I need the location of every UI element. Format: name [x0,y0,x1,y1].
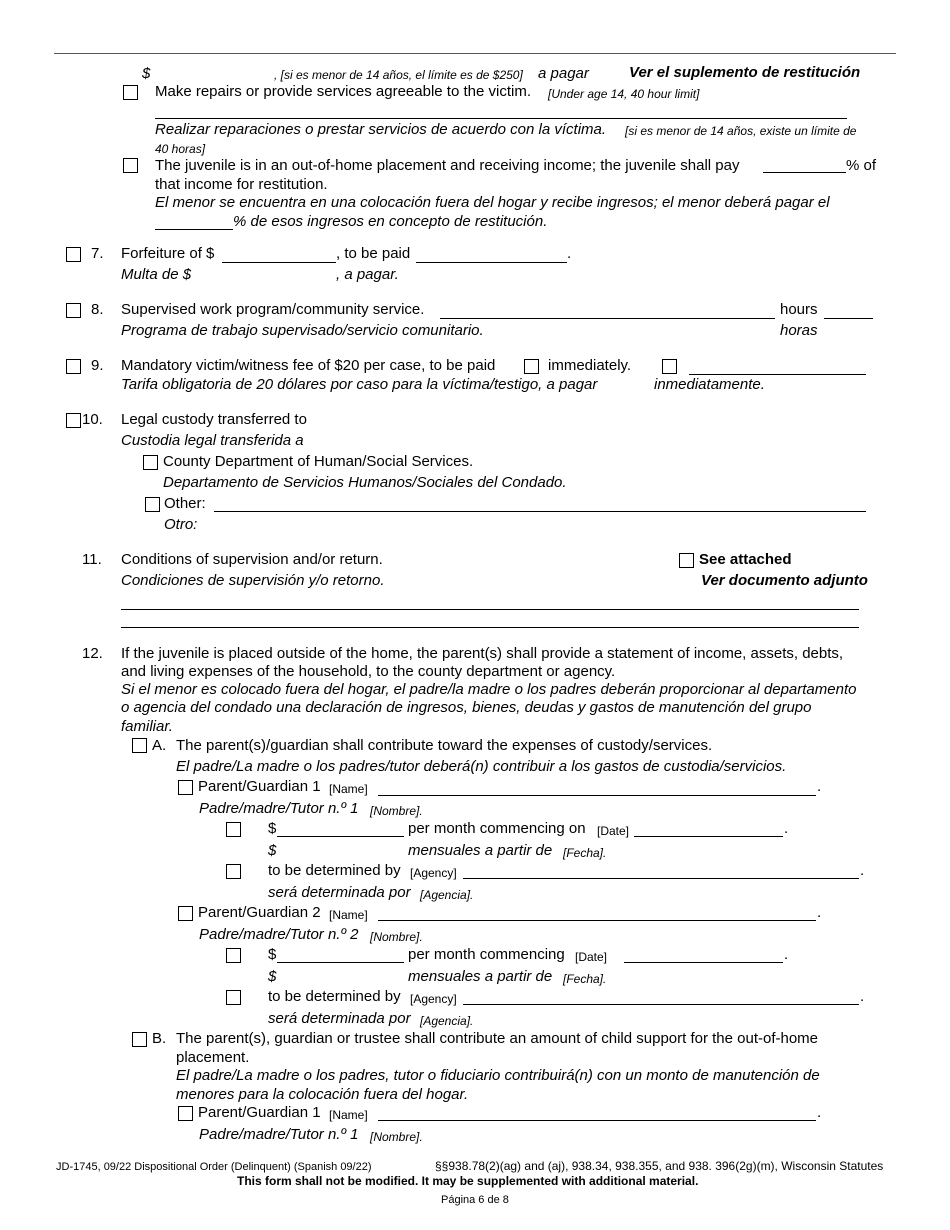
footer-form-id: JD-1745, 09/22 Dispositional Order (Delinquent) (Spanish 09/22) [56,1161,372,1173]
item12-es-1: Si el menor es colocado fuera del hogar, el padre/la madre o los padres deberán proporcionar al departamento [121,681,857,698]
ver-adjunto: Ver documento adjunto [701,572,868,589]
a-pg2-period: . [817,904,822,921]
other-date-checkbox[interactable] [662,359,677,374]
item8-en: Supervised work program/community service. [121,301,425,318]
a-pg1-agency-checkbox[interactable] [226,864,241,879]
county-dept-es: Departamento de Servicios Humanos/Sociales del Condado. [163,474,567,491]
item10-number: 10. [82,411,103,428]
item8-hours: hours [780,301,818,318]
footer-page-number: Página 6 de 8 [441,1194,509,1206]
item11-es: Condiciones de supervisión y/o retorno. [121,572,385,589]
repairs-limit-es-2: 40 horas] [155,142,206,156]
work-program-field[interactable] [440,318,775,319]
immediately-checkbox[interactable] [524,359,539,374]
a-pg2-agency-checkbox[interactable] [226,990,241,1005]
a-pg1-mensuales: mensuales a partir de [408,842,553,859]
item11-en: Conditions of supervision and/or return. [121,551,383,568]
repairs-checkbox[interactable] [123,85,138,100]
item11-number: 11. [82,551,102,568]
item12a-checkbox[interactable] [132,738,147,753]
item10-checkbox[interactable] [66,413,81,428]
item12b-es-1: El padre/La madre o los padres, tutor o fiduciario contribuirá(n) con un monto de manutención de [176,1067,820,1084]
item9-number: 9. [91,357,104,374]
item8-checkbox[interactable] [66,303,81,318]
a-pg1-date-field[interactable] [634,836,783,837]
conditions-line-2[interactable] [121,627,859,628]
repairs-blank-line[interactable] [155,118,847,119]
county-dept-en: County Department of Human/Social Services. [163,453,474,470]
item7-en-3: . [567,245,572,262]
item12a-en: The parent(s)/guardian shall contribute toward the expenses of custody/services. [176,737,713,754]
hours-field[interactable] [824,318,873,319]
a-pg2-en: Parent/Guardian 2 [198,904,321,921]
forfeiture-paid-field[interactable] [416,262,567,263]
item12b-es-2: menores para la colocación fuera del hogar. [176,1086,469,1103]
a-pg2-monthly-checkbox[interactable] [226,948,241,963]
a-pg2-agencia-tag: [Agencia]. [420,1014,474,1028]
a-pg1-agency-period: . [860,862,865,879]
a-pg1-date-period: . [784,820,789,837]
item10-en: Legal custody transferred to [121,411,307,428]
a-pg1-det-by: to be determined by [268,862,401,879]
repairs-limit-en: [Under age 14, 40 hour limit] [548,87,700,101]
item7-number: 7. [91,245,104,262]
item7-es-1: Multa de $ [121,266,192,283]
placement-income-checkbox[interactable] [123,158,138,173]
a-pg1-monthly-checkbox[interactable] [226,822,241,837]
placement-en-1: The juvenile is in an out-of-home placement and receiving income; the juvenile shall pay [155,157,740,174]
a-pg1-dollar: $ [268,820,277,837]
b-pg1-checkbox[interactable] [178,1106,193,1121]
a-pg1-es: Padre/madre/Tutor n.º 1 [199,800,359,817]
top-rule [54,53,896,54]
a-pg1-agency-field[interactable] [463,878,859,879]
a-pg2-agency-field[interactable] [463,1004,859,1005]
a-pg2-det-by: to be determined by [268,988,401,1005]
a-pg2-date-field[interactable] [624,962,783,963]
placement-percent-line-es[interactable] [155,229,233,230]
item10-es: Custodia legal transferida a [121,432,304,449]
a-pg1-agency-tag: [Agency] [410,866,457,880]
placement-en-pct: % of [846,157,877,174]
a-pg2-sera: será determinada por [268,1010,411,1027]
a-pg1-amount-field[interactable] [277,836,404,837]
restitution-a-pagar: a pagar [538,65,589,82]
a-pg2-agency-period: . [860,988,865,1005]
custody-other-checkbox[interactable] [145,497,160,512]
b-pg1-en: Parent/Guardian 1 [198,1104,321,1121]
item7-en-1: Forfeiture of $ [121,245,215,262]
repairs-en: Make repairs or provide services agreeable to the victim. [155,83,531,100]
a-pg1-nombre-tag: [Nombre]. [370,804,423,818]
a-pg2-date-period: . [784,946,789,963]
b-pg1-name-field[interactable] [378,1120,816,1121]
repairs-limit-es-1: [si es menor de 14 años, existe un límite de [625,124,857,138]
item7-checkbox[interactable] [66,247,81,262]
a-pg1-sera: será determinada por [268,884,411,901]
county-dept-checkbox[interactable] [143,455,158,470]
a-pg1-period: . [817,778,822,795]
a-pg1-agencia-tag: [Agencia]. [420,888,474,902]
see-attached: See attached [699,551,792,568]
item12-number: 12. [82,645,103,662]
a-pg2-checkbox[interactable] [178,906,193,921]
see-supplement-es: Ver el suplemento de restitución [629,64,861,81]
item8-horas: horas [780,322,818,339]
fee-paid-other-field[interactable] [689,374,866,375]
restitution-dollar: $ [142,65,151,82]
b-pg1-nombre-tag: [Nombre]. [370,1130,423,1144]
custody-other-en: Other: [164,495,206,512]
placement-es-1: El menor se encuentra en una colocación fuera del hogar y recibe ingresos; el menor deberá pagar el [155,194,830,211]
a-pg1-fecha-tag: [Fecha]. [563,846,607,860]
item7-es-2: , a pagar. [336,266,399,283]
a-pg1-date-tag: [Date] [597,824,630,838]
a-pg1-checkbox[interactable] [178,780,193,795]
a-pg2-per-month: per month commencing [408,946,565,963]
a-pg1-en: Parent/Guardian 1 [198,778,321,795]
item12b-en-2: placement. [176,1049,250,1066]
custody-other-field[interactable] [214,511,866,512]
item9-inmediatamente: inmediatamente. [654,376,765,393]
a-pg2-fecha-tag: [Fecha]. [563,972,607,986]
a-pg2-amount-field[interactable] [277,962,404,963]
a-pg1-name-tag: [Name] [329,782,368,796]
a-pg2-dollar: $ [268,946,277,963]
item9-immediately: immediately. [548,357,632,374]
a-pg2-name-tag: [Name] [329,908,368,922]
a-pg1-per-month: per month commencing on [408,820,586,837]
b-pg1-period: . [817,1104,822,1121]
placement-es-2: % de esos ingresos en concepto de restitución. [233,213,548,230]
conditions-line-1[interactable] [121,609,859,610]
item7-en-2: , to be paid [336,245,411,262]
footer-notice: This form shall not be modified. It may be supplemented with additional material. [237,1174,699,1188]
item12-en-1: If the juvenile is placed outside of the home, the parent(s) shall provide a statement of income, assets, debts, [121,645,844,662]
footer-statutes: §§938.78(2)(ag) and (aj), 938.34, 938.355, and 938. 396(2g)(m), Wisconsin Statutes [435,1159,884,1173]
a-pg2-es: Padre/madre/Tutor n.º 2 [199,926,359,943]
restitution-limit-es: , [si es menor de 14 años, el límite es de $250] [274,68,523,82]
a-pg2-name-field[interactable] [378,920,816,921]
a-pg2-agency-tag: [Agency] [410,992,457,1006]
see-attached-checkbox[interactable] [679,553,694,568]
a-pg2-dollar-es: $ [268,968,277,985]
item12-en-2: and living expenses of the household, to the county department or agency. [121,663,616,680]
a-pg1-name-field[interactable] [378,795,816,796]
item12a-es: El padre/La madre o los padres/tutor deberá(n) contribuir a los gastos de custodia/servicios. [176,758,787,775]
item12-es-2: o agencia del condado una declaración de ingresos, bienes, deudas y gastos de manutención del grupo [121,699,812,716]
item9-es: Tarifa obligatoria de 20 dólares por caso para la víctima/testigo, a pagar [121,376,598,393]
repairs-es: Realizar reparaciones o prestar servicios de acuerdo con la víctima. [155,121,607,138]
item12b-en-1: The parent(s), guardian or trustee shall contribute an amount of child support for the out-of-home [176,1030,819,1047]
item12b-checkbox[interactable] [132,1032,147,1047]
b-pg1-es: Padre/madre/Tutor n.º 1 [199,1126,359,1143]
a-pg2-date-tag: [Date] [575,950,608,964]
a-pg2-nombre-tag: [Nombre]. [370,930,423,944]
forfeiture-amount-field[interactable] [222,262,336,263]
item12a-label: A. [152,737,167,754]
item8-number: 8. [91,301,104,318]
placement-en-2: that income for restitution. [155,176,328,193]
item9-checkbox[interactable] [66,359,81,374]
placement-percent-line[interactable] [763,172,846,173]
item9-en: Mandatory victim/witness fee of $20 per case, to be paid [121,357,496,374]
a-pg1-dollar-es: $ [268,842,277,859]
a-pg2-mensuales: mensuales a partir de [408,968,553,985]
b-pg1-name-tag: [Name] [329,1108,368,1122]
custody-other-es: Otro: [164,516,198,533]
item12b-label: B. [152,1030,167,1047]
item12-es-3: familiar. [121,718,173,735]
item8-es: Programa de trabajo supervisado/servicio comunitario. [121,322,484,339]
